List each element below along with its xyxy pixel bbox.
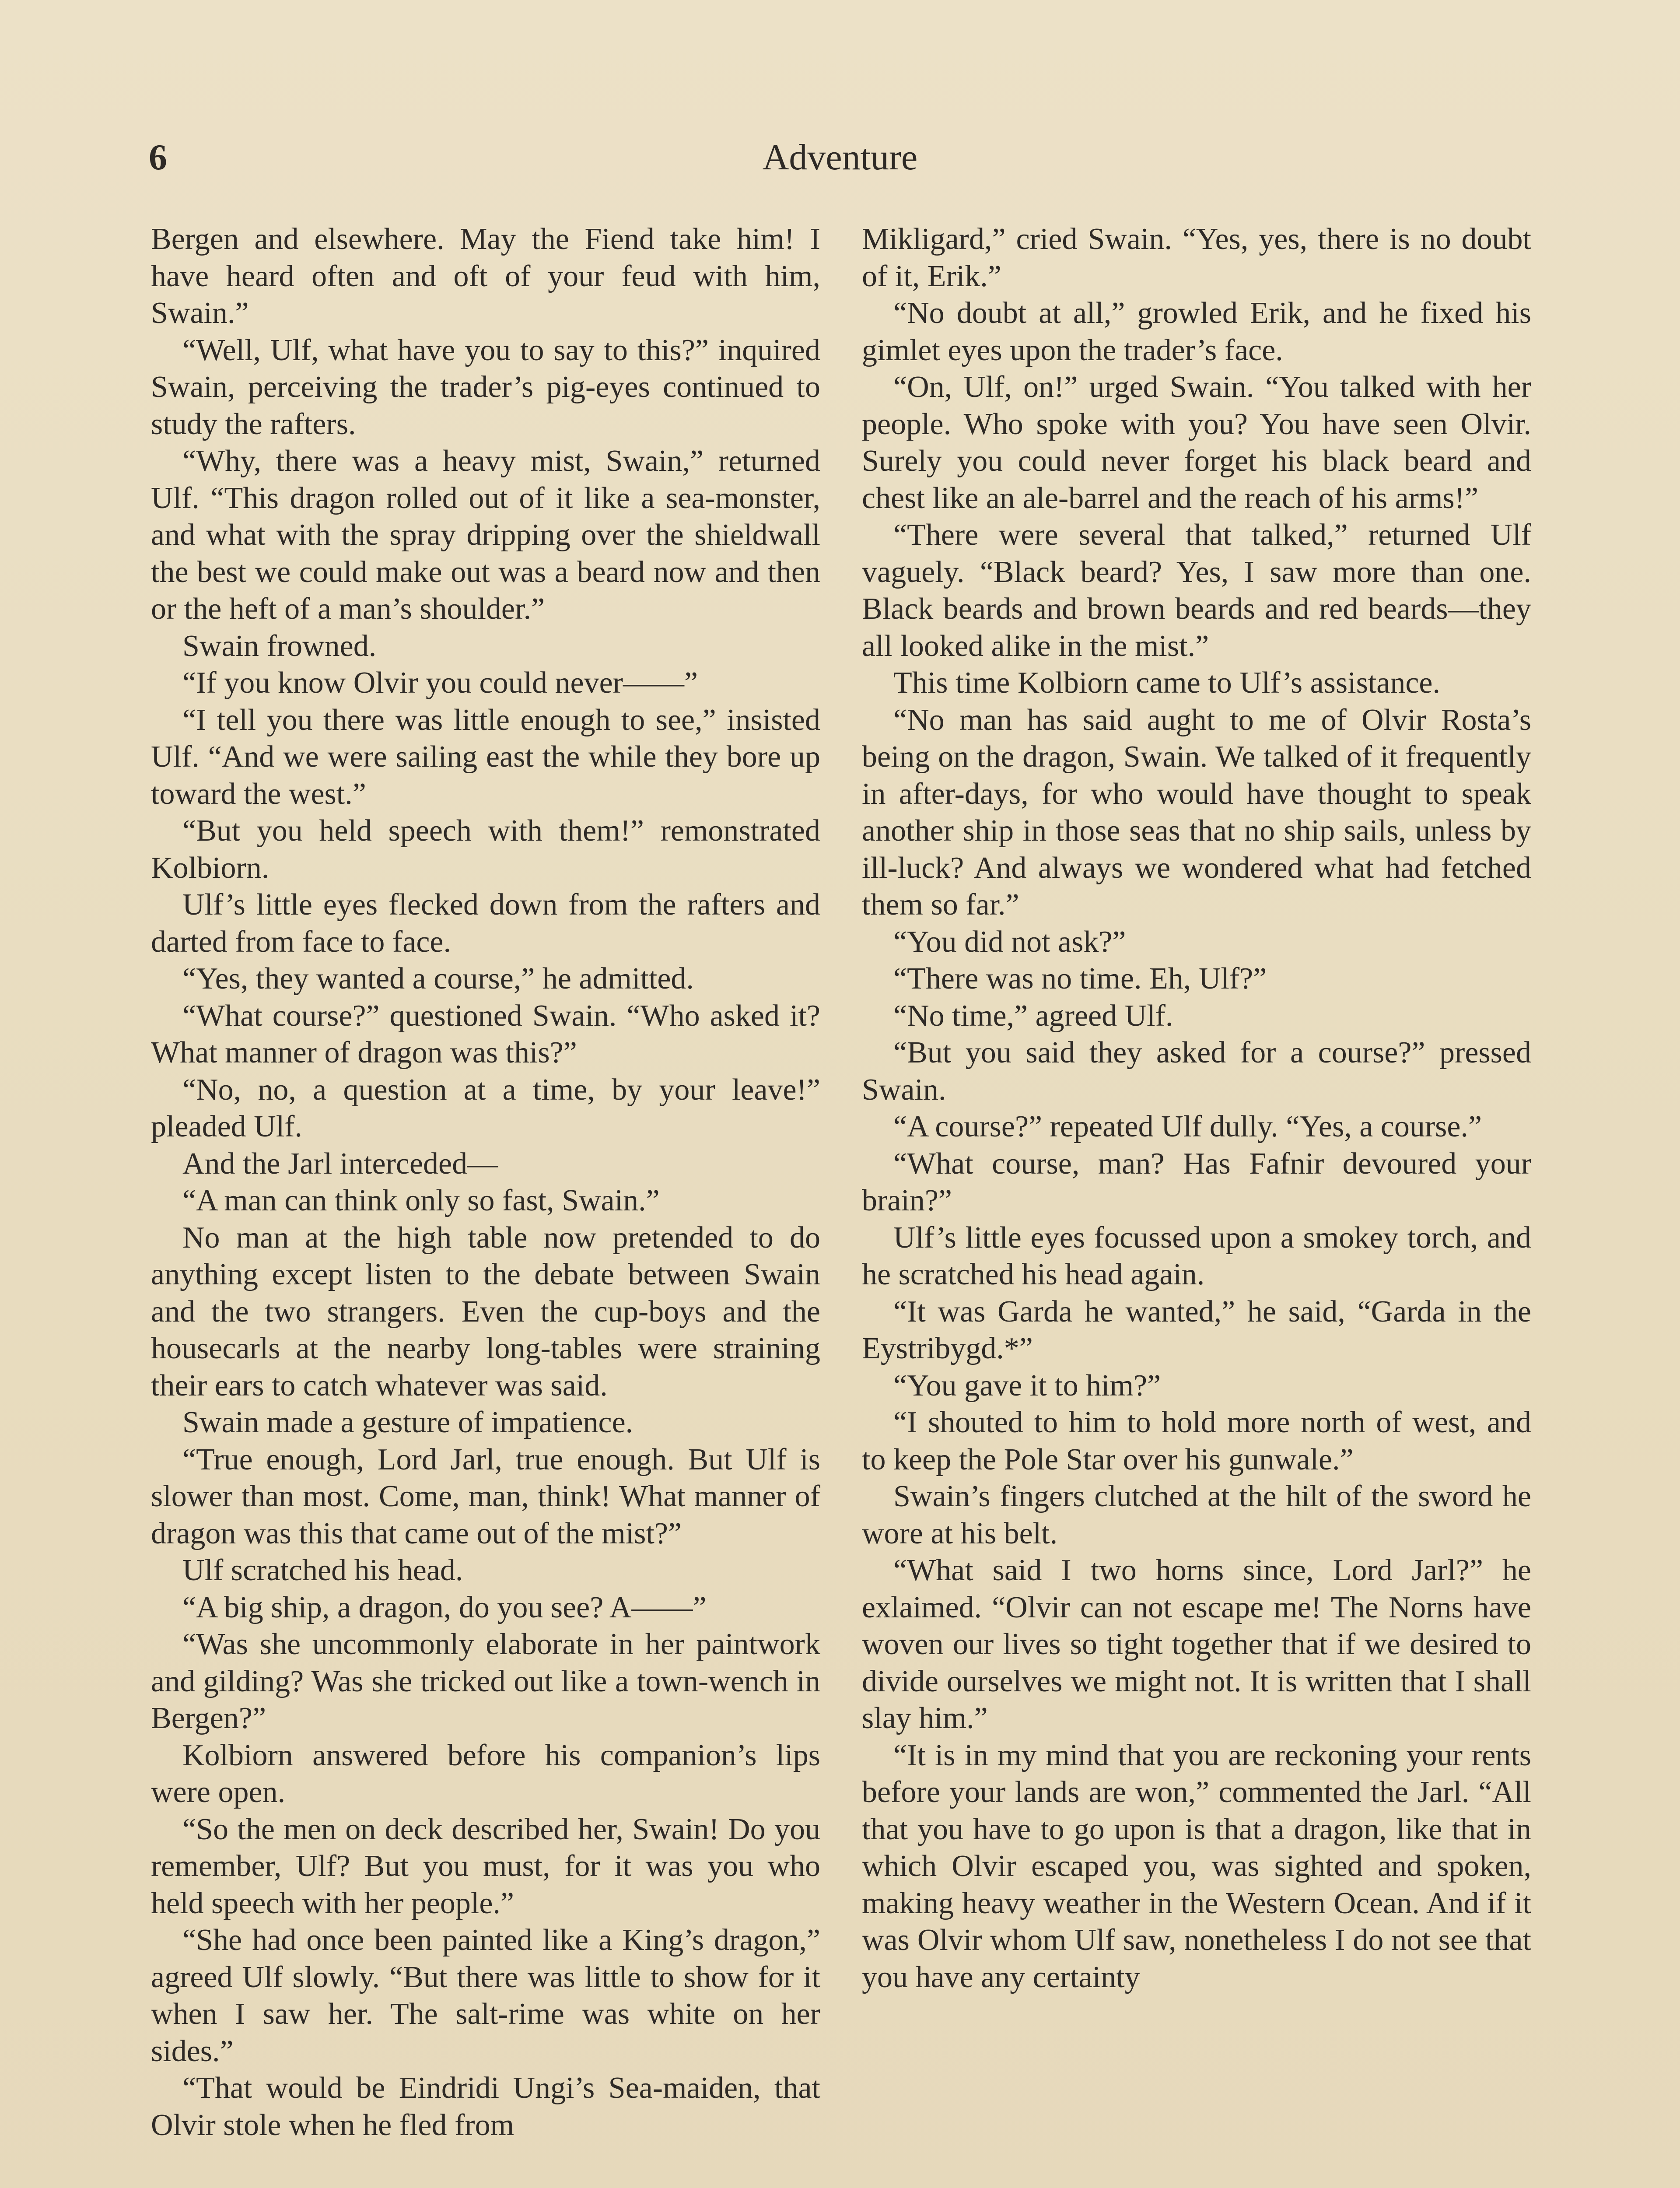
paragraph: “True enough, Lord Jarl, true enough. But Ulf is slower than most. Come, man, think! What manner of dragon was this that came out of the mist?” <box>151 1442 820 1550</box>
paragraph: Ulf’s little eyes flecked down from the rafters and darted from face to face. <box>151 888 820 959</box>
paragraph: “If you know Olvir you could never——” <box>182 666 698 700</box>
paragraph: Swain’s fingers clutched at the hilt of the sword he wore at his belt. <box>862 1480 1531 1550</box>
paragraph: “On, Ulf, on!” urged Swain. “You talked with her people. Who spoke with you? You have seen Olvir. Surely you could never forget his black beard and chest like an ale-barrel and the reach of his arms!” <box>862 370 1531 515</box>
right-column <box>862 221 1531 1996</box>
paragraph: “I tell you there was little enough to see,” insisted Ulf. “And we were sailing east the while they bore up toward the west.” <box>151 703 820 811</box>
paragraph: No man at the high table now pretended to do anything except listen to the debate between Swain and the two strangers. Even the cup-boys and the housecarls at the nearby long-tables were straining their ears to catch whatever was said. <box>151 1220 820 1403</box>
paragraph: “That would be Eindridi Ungi’s Sea-maiden, that Olvir stole when he fled from <box>151 2071 820 2142</box>
paragraph: “No doubt at all,” growled Erik, and he fixed his gimlet eyes upon the trader’s face. <box>862 296 1531 367</box>
paragraph: “Was she uncommonly elaborate in her paintwork and gilding? Was she tricked out like a town-wench in Bergen?” <box>151 1627 820 1735</box>
paragraph: “But you said they asked for a course?” pressed Swain. <box>862 1036 1531 1107</box>
paragraph: Swain frowned. <box>182 629 377 663</box>
paragraph: “What course, man? Has Fafnir devoured your brain?” <box>862 1147 1531 1217</box>
paragraph: Mikligard,” cried Swain. “Yes, yes, there is no doubt of it, Erik.” <box>862 222 1531 293</box>
paragraph: Bergen and elsewhere. May the Fiend take him! I have heard often and oft of your feud with him, Swain.” <box>151 222 820 330</box>
paragraph: “Yes, they wanted a course,” he admitted. <box>182 962 694 996</box>
paragraph: “You gave it to him?” <box>893 1368 1161 1403</box>
paragraph: “No time,” agreed Ulf. <box>893 999 1173 1033</box>
paragraph: Ulf’s little eyes focussed upon a smokey torch, and he scratched his head again. <box>862 1220 1531 1291</box>
page-header <box>149 131 1531 184</box>
paragraph: “Why, there was a heavy mist, Swain,” returned Ulf. “This dragon rolled out of it like a sea-monster, and what with the spray dripping over the shieldwall the best we could make out was a beard now and then or the heft of a man’s shoulder.” <box>151 444 820 626</box>
page-number: 6 <box>149 137 167 178</box>
paragraph: “A course?” repeated Ulf dully. “Yes, a course.” <box>893 1110 1482 1143</box>
paragraph: “I shouted to him to hold more north of west, and to keep the Pole Star over his gunwale.” <box>862 1406 1531 1476</box>
paragraph: Swain made a gesture of impatience. <box>182 1406 634 1439</box>
paragraph: This time Kolbiorn came to Ulf’s assistance. <box>893 666 1440 700</box>
paragraph: “No man has said aught to me of Olvir Rosta’s being on the dragon, Swain. We talked of it frequently in after-days, for who would have thought to speak another ship in those seas that no ship sails, unless by ill-luck? And always we wondered what had fetched them so far.” <box>862 703 1531 922</box>
paragraph: “It is in my mind that you are reckoning your rents before your lands are won,” commented the Jarl. “All that you have to go upon is that a dragon, like that in which Olvir escaped you, was sighted and spoken, making heavy weather in the Western Ocean. And if it was Olvir whom Ulf saw, nonetheless I do not see that you have any certainty <box>862 1738 1531 1994</box>
running-title: Adventure <box>762 137 918 178</box>
paragraph: “You did not ask?” <box>893 925 1126 959</box>
paragraph: “What said I two horns since, Lord Jarl?” he exlaimed. “Olvir can not escape me! The Norns have woven our lives so tight together that if we desired to divide ourselves we might not. It is written that I shall slay him.” <box>862 1553 1531 1735</box>
paragraph: “It was Garda he wanted,” he said, “Garda in the Eystribygd.*” <box>862 1294 1531 1365</box>
paragraph: “She had once been painted like a King’s dragon,” agreed Ulf slowly. “But there was little to show for it when I saw her. The salt-rime was white on her sides.” <box>151 1923 820 2068</box>
paragraph: “A big ship, a dragon, do you see? A——” <box>182 1590 707 1624</box>
paragraph: Ulf scratched his head. <box>182 1553 463 1587</box>
paragraph: “There were several that talked,” returned Ulf vaguely. “Black beard? Yes, I saw more than one. Black beards and brown beards and red beards—they all looked alike in the mist.” <box>862 518 1531 663</box>
paragraph: “What course?” questioned Swain. “Who asked it? What manner of dragon was this?” <box>151 999 820 1069</box>
paragraph: “But you held speech with them!” remonstrated Kolbiorn. <box>151 814 820 885</box>
paragraph: And the Jarl interceded— <box>182 1147 498 1181</box>
paragraph: “No, no, a question at a time, by your leave!” pleaded Ulf. <box>151 1073 820 1143</box>
paragraph: “A man can think only so fast, Swain.” <box>182 1184 660 1217</box>
paragraph: “There was no time. Eh, Ulf?” <box>893 962 1267 996</box>
paragraph: “So the men on deck described her, Swain! Do you remember, Ulf? But you must, for it was you who held speech with her people.” <box>151 1812 820 1920</box>
paragraph: “Well, Ulf, what have you to say to this?” inquired Swain, perceiving the trader’s pig-eyes continued to study the rafters. <box>151 333 820 441</box>
paragraph: Kolbiorn answered before his companion’s lips were open. <box>151 1738 820 1809</box>
left-column <box>151 221 820 2144</box>
